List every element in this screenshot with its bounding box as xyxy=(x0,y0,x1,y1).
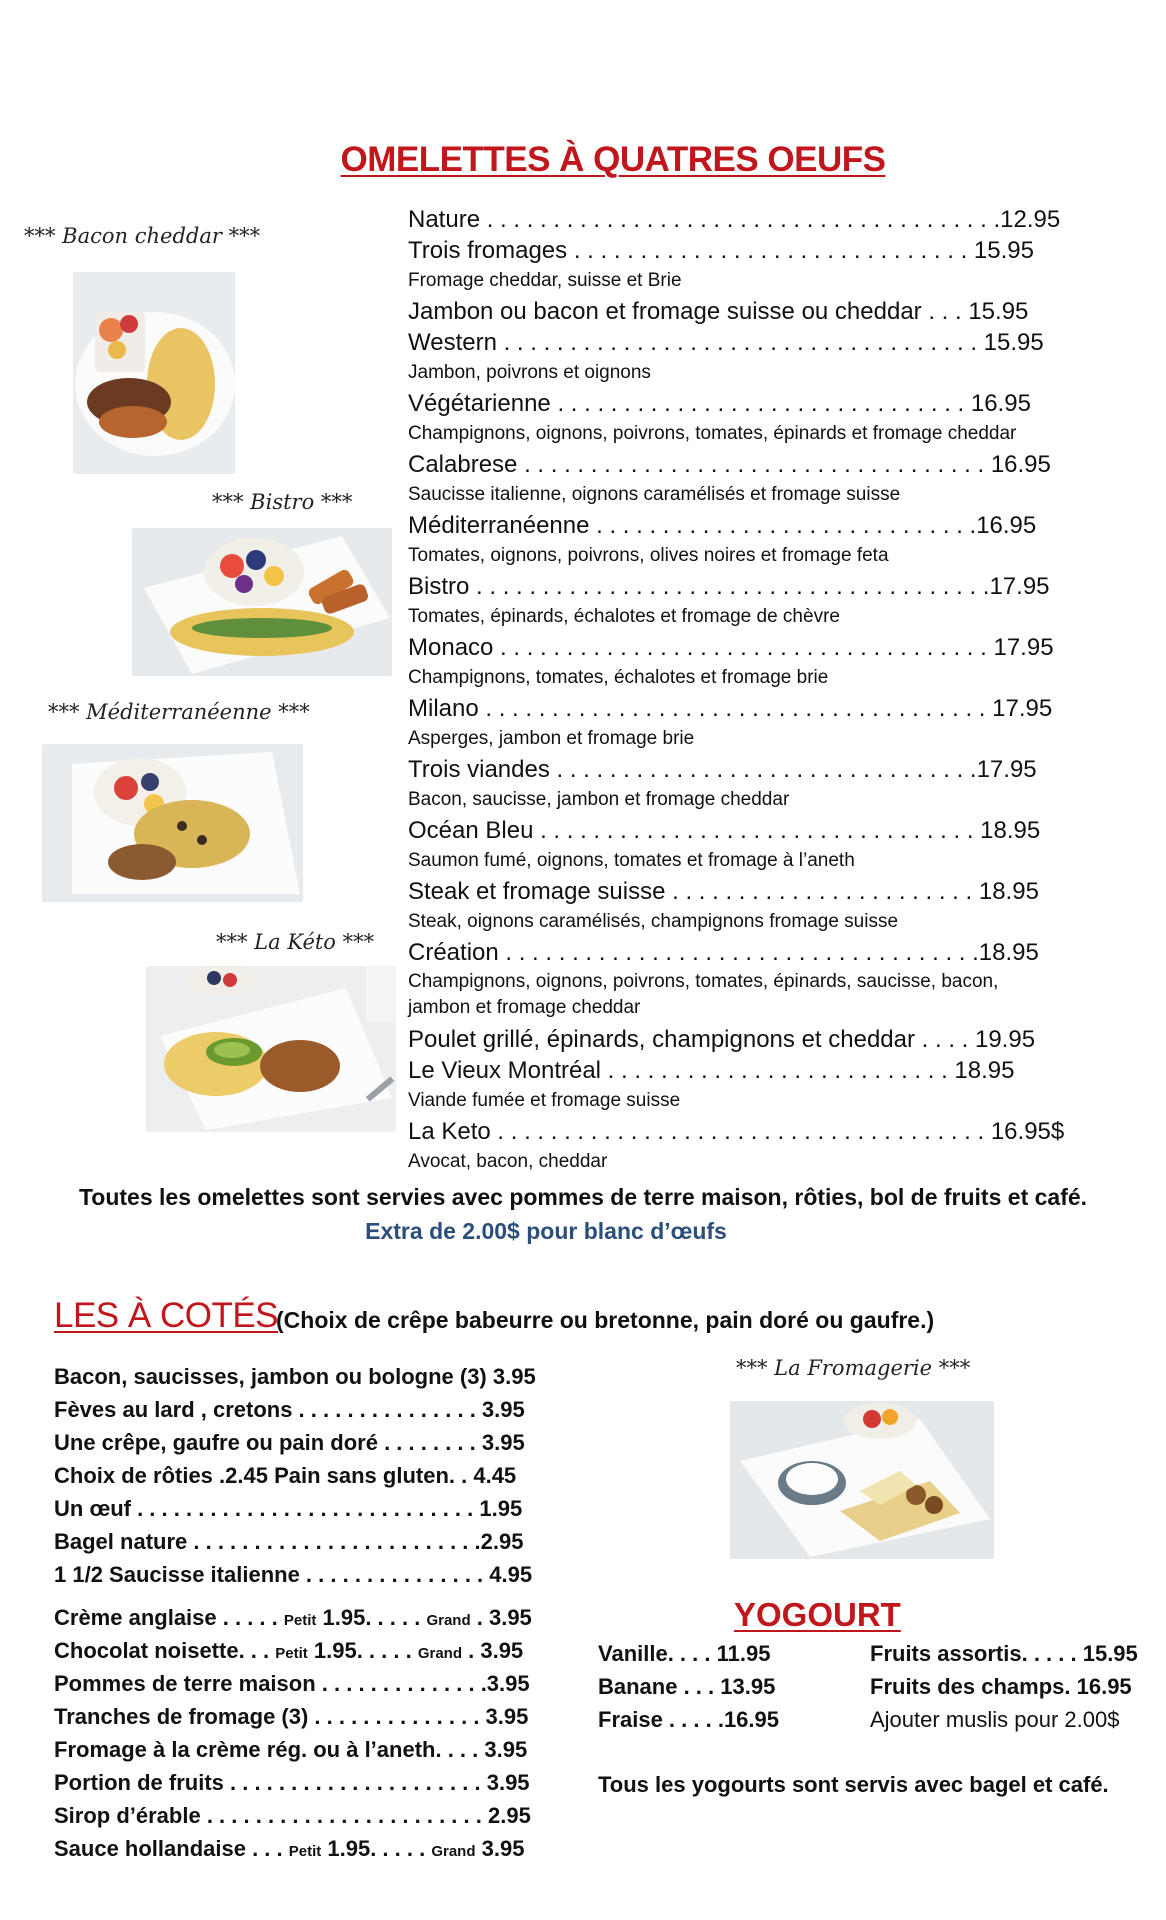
sides-title: LES À COTÉS xyxy=(54,1296,279,1335)
yogourt-list xyxy=(598,1637,1158,1736)
omelette-item: La Keto . . . . . . . . . . . . . . . . . . . . . . . . . . . . . . . . . . . . . 16.95$ xyxy=(408,1118,1065,1145)
omelette-item: Végétarienne . . . . . . . . . . . . . . . . . . . . . . . . . . . . . . . 16.95 xyxy=(408,390,1031,417)
photo-bacon-cheddar xyxy=(73,272,235,474)
omelette-description: Champignons, oignons, poivrons, tomates, épinards et fromage cheddar xyxy=(408,423,1017,444)
side-item: Portion de fruits . . . . . . . . . . . . . . . . . . . . . 3.95 xyxy=(54,1770,530,1795)
omelette-item: Monaco . . . . . . . . . . . . . . . . . . . . . . . . . . . . . . . . . . . . . 17.95 xyxy=(408,634,1054,661)
yogourt-muesli-addon: Ajouter muslis pour 2.00$ xyxy=(870,1707,1120,1732)
omelette-item: Méditerranéenne . . . . . . . . . . . . . . . . . . . . . . . . . . . . .16.95 xyxy=(408,512,1037,539)
omelette-description: Tomates, oignons, poivrons, olives noires et fromage feta xyxy=(408,545,889,566)
omelette-description: Fromage cheddar, suisse et Brie xyxy=(408,270,682,291)
yogourt-title: YOGOURT xyxy=(734,1596,901,1633)
omelettes-title: OMELETTES À QUATRES OEUFS xyxy=(340,140,886,179)
yogourt-item: Fruits des champs. 16.95 xyxy=(870,1674,1132,1699)
omelette-item: Nature . . . . . . . . . . . . . . . . . . . . . . . . . . . . . . . . . . . . . . .12.95 xyxy=(408,206,1061,233)
caption-bacon-cheddar: *** Bacon cheddar *** xyxy=(24,224,261,248)
side-item: Bacon, saucisses, jambon ou bologne (3) 3.95 xyxy=(54,1364,536,1389)
yogourt-item: Fraise . . . . .16.95 xyxy=(598,1707,779,1732)
omelette-description: Tomates, épinards, échalotes et fromage de chèvre xyxy=(408,606,840,627)
omelette-description: Saumon fumé, oignons, tomates et fromage à l’aneth xyxy=(408,850,855,871)
omelette-item: Bistro . . . . . . . . . . . . . . . . . . . . . . . . . . . . . . . . . . . . . . .17.95 xyxy=(408,573,1050,600)
yogourt-item: Vanille. . . . 11.95 xyxy=(598,1641,771,1666)
sides-subtitle: (Choix de crêpe babeurre ou bretonne, pain doré ou gaufre.) xyxy=(276,1307,935,1333)
omelette-item: Calabrese . . . . . . . . . . . . . . . . . . . . . . . . . . . . . . . . . . . 16.95 xyxy=(408,451,1051,478)
photo-fromagerie xyxy=(730,1401,994,1559)
omelette-description: Champignons, tomates, échalotes et fromage brie xyxy=(408,667,829,688)
yogourt-note: Tous les yogourts sont servis avec bagel et café. xyxy=(598,1772,1109,1797)
caption-bistro: *** Bistro *** xyxy=(212,490,353,514)
side-item: 1 1/2 Saucisse italienne . . . . . . . . . . . . . . . 4.95 xyxy=(54,1562,533,1587)
yogourt-item: Fruits assortis. . . . . 15.95 xyxy=(870,1641,1138,1666)
caption-fromagerie: *** La Fromagerie *** xyxy=(736,1356,971,1380)
side-item: Un œuf . . . . . . . . . . . . . . . . . . . . . . . . . . . . 1.95 xyxy=(54,1496,523,1521)
omelette-description: Jambon, poivrons et oignons xyxy=(408,362,651,383)
omelette-description: jambon et fromage cheddar xyxy=(408,997,641,1018)
omelette-item: Western . . . . . . . . . . . . . . . . . . . . . . . . . . . . . . . . . . . . 15.95 xyxy=(408,329,1044,356)
omelette-item: Océan Bleu . . . . . . . . . . . . . . . . . . . . . . . . . . . . . . . . . 18.95 xyxy=(408,817,1041,844)
egg-white-extra: Extra de 2.00$ pour blanc d’œufs xyxy=(365,1218,727,1244)
side-item: Fèves au lard , cretons . . . . . . . . . . . . . . . 3.95 xyxy=(54,1397,525,1422)
yogourt-item: Banane . . . 13.95 xyxy=(598,1674,776,1699)
omelette-description: Asperges, jambon et fromage brie xyxy=(408,728,695,749)
caption-mediterraneenne: *** Méditerranéenne *** xyxy=(48,700,310,724)
side-item-creme-anglaise: Crème anglaise . . . . . Petit 1.95. . . . . Grand . 3.95 xyxy=(54,1605,532,1630)
photo-keto xyxy=(146,966,396,1132)
photo-mediterraneenne xyxy=(42,744,303,902)
omelettes-note: Toutes les omelettes sont servies avec pommes de terre maison, rôties, bol de fruits et café. xyxy=(78,1184,1088,1210)
omelette-description: Champignons, oignons, poivrons, tomates, épinards, saucisse, bacon, xyxy=(408,971,999,992)
side-item: Fromage à la crème rég. ou à l’aneth. . . . 3.95 xyxy=(54,1737,528,1762)
omelette-item: Jambon ou bacon et fromage suisse ou cheddar . . . 15.95 xyxy=(408,298,1029,325)
yogourt-row xyxy=(598,1637,1158,1670)
caption-keto: *** La Kéto *** xyxy=(216,930,375,954)
omelette-item: Steak et fromage suisse . . . . . . . . . . . . . . . . . . . . . . . 18.95 xyxy=(408,878,1039,905)
side-item: Une crêpe, gaufre ou pain doré . . . . . . . . 3.95 xyxy=(54,1430,525,1455)
omelettes-list xyxy=(408,204,1128,1177)
side-item: Tranches de fromage (3) . . . . . . . . . . . . . . 3.95 xyxy=(54,1704,529,1729)
photo-bistro xyxy=(132,528,392,676)
omelette-description: Bacon, saucisse, jambon et fromage cheddar xyxy=(408,789,790,810)
omelette-description: Saucisse italienne, oignons caramélisés et fromage suisse xyxy=(408,484,901,505)
yogourt-row xyxy=(598,1670,1158,1703)
side-item-sauce-hollandaise: Sauce hollandaise . . . Petit 1.95. . . . . Grand 3.95 xyxy=(54,1836,525,1861)
omelette-item: Le Vieux Montréal . . . . . . . . . . . . . . . . . . . . . . . . . . 18.95 xyxy=(408,1057,1015,1084)
side-item: Choix de rôties .2.45 Pain sans gluten. . 4.45 xyxy=(54,1463,517,1488)
omelette-description: Avocat, bacon, cheddar xyxy=(408,1151,608,1172)
omelette-item: Création . . . . . . . . . . . . . . . . . . . . . . . . . . . . . . . . . . . .18.95 xyxy=(408,939,1039,966)
omelette-description: Viande fumée et fromage suisse xyxy=(408,1090,681,1111)
side-item-chocolat-noisette: Chocolat noisette. . . Petit 1.95. . . . . Grand . 3.95 xyxy=(54,1638,524,1663)
omelette-item: Poulet grillé, épinards, champignons et cheddar . . . . 19.95 xyxy=(408,1026,1036,1053)
omelette-item: Trois fromages . . . . . . . . . . . . . . . . . . . . . . . . . . . . . . 15.95 xyxy=(408,237,1034,264)
side-item: Pommes de terre maison . . . . . . . . . . . . . .3.95 xyxy=(54,1671,530,1696)
side-item: Sirop d’érable . . . . . . . . . . . . . . . . . . . . . . . 2.95 xyxy=(54,1803,531,1828)
omelette-item: Milano . . . . . . . . . . . . . . . . . . . . . . . . . . . . . . . . . . . . . . 17.95 xyxy=(408,695,1053,722)
side-item: Bagel nature . . . . . . . . . . . . . . . . . . . . . . . .2.95 xyxy=(54,1529,524,1554)
omelette-description: Steak, oignons caramélisés, champignons fromage suisse xyxy=(408,911,899,932)
omelette-item: Trois viandes . . . . . . . . . . . . . . . . . . . . . . . . . . . . . . . .17.95 xyxy=(408,756,1037,783)
yogourt-row xyxy=(598,1703,1158,1736)
sides-list xyxy=(54,1360,574,1865)
